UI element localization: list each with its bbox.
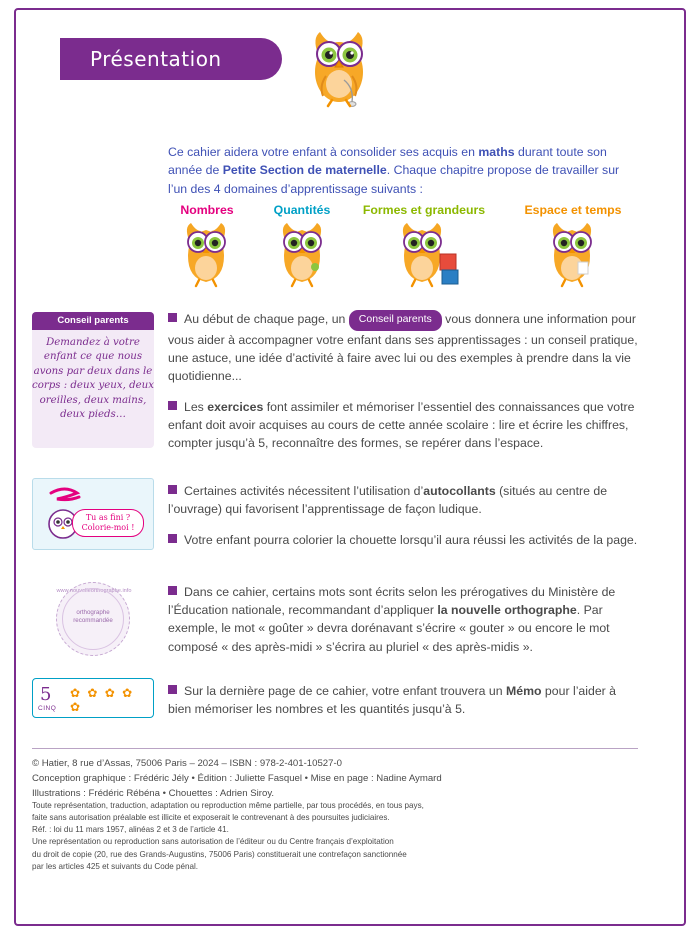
bullet-6-bold: Mémo <box>505 684 542 698</box>
orthographe-stamp-arc: www.nouvelleorthographe.info <box>56 588 132 594</box>
bullet-5-text-post: . Par exemple, le mot « goûter » devra dorénavant s’écrire « gouter » ou encore le mot composé « des après-midi » s’écrira au pluriel « des après-midis ». <box>168 603 610 654</box>
bullet-conseil-parents <box>168 310 638 385</box>
bullet-exercices <box>168 398 638 453</box>
owl-mascot-espace-temps <box>538 222 606 294</box>
page-title: Présentation <box>90 47 222 71</box>
intro-text-2: durant toute son année de <box>168 145 607 178</box>
legal-line-3: Réf. : loi du 11 mars 1957, alinéas 2 et 3 de l’article 41. <box>32 825 229 835</box>
intro-paragraph <box>168 143 638 198</box>
legal-line-2: faite sans autorisation préalable est illicite et exposerait le contrevenant à des poursuites judiciaires. <box>32 813 390 823</box>
domain-label-nombres: Nombres <box>180 203 234 217</box>
bullet-square-icon <box>168 313 177 322</box>
footer-legal <box>32 800 638 873</box>
legal-line-6: par les articles 425 et suivants du Code pénal. <box>32 861 199 871</box>
footer-divider <box>32 748 638 749</box>
intro-bold-maths: maths <box>478 145 515 159</box>
bullet-3-text-post: (situés au centre de l’ouvrage) qui favorisent l’apprentissage de façon ludique. <box>168 484 608 517</box>
bullet-6-text-post: pour l’aider à bien mémoriser les nombres et les quantités jusqu’à 5. <box>168 684 617 717</box>
conseil-parents-box-text: Demandez à votre enfant ce que nous avons par deux dans le corps : deux yeux, deux oreilles, deux mains, deux pieds… <box>32 337 154 421</box>
bullet-3-bold: autocollants <box>423 484 496 498</box>
bullet-memo <box>168 682 638 718</box>
bullet-square-icon <box>168 401 177 410</box>
memo-word: CINQ <box>38 705 57 712</box>
intro-text-3: . Chaque chapitre propose de travailler sur l’un des 4 domaines d’apprentissage suivants : <box>168 163 620 196</box>
bullet-6-text-pre: Sur la dernière page de ce cahier, votre enfant trouvera un <box>184 684 506 698</box>
sticker-speech-bubble <box>72 509 144 537</box>
credits-line-1: © Hatier, 8 rue d’Assas, 75006 Paris – 2024 – ISBN : 978-2-401-10527-0 <box>32 758 342 769</box>
bullet-square-icon <box>168 534 177 543</box>
sticker-bubble-line1: Tu as fini ? <box>85 513 131 522</box>
domain-label-quantites: Quantités <box>273 203 331 217</box>
bullet-square-icon <box>168 485 177 494</box>
credits-line-3: Illustrations : Frédéric Rébéna • Chouettes : Adrien Siroy. <box>32 787 275 799</box>
bullet-orthographe <box>168 583 638 656</box>
legal-line-5: du droit de copie (20, rue des Grands-Augustins, 75006 Paris) constituerait une contrefaçon sanctionnée <box>32 849 407 859</box>
owl-mascot-quantites <box>268 222 336 294</box>
bullet-4-text: Votre enfant pourra colorier la chouette lorsqu’il aura réussi les activités de la page. <box>184 533 638 547</box>
domain-label-formes-grandeurs: Formes et grandeurs <box>362 203 486 217</box>
bullet-5-text-pre: Dans ce cahier, certains mots sont écrits selon les prérogatives du Ministère de l’Éducation nationale, recommandant d’appliquer <box>168 585 616 618</box>
memo-flower-icons: ✿ ✿ ✿ ✿ ✿ <box>70 686 135 714</box>
owl-mascot-nombres <box>172 222 240 294</box>
memo-number: 5 <box>40 684 52 705</box>
credits-line-2: Conception graphique : Frédéric Jély • Édition : Juliette Fasquel • Mise en page : Nadine Aymard <box>32 772 442 784</box>
bullet-2-text-pre: Les <box>184 400 208 414</box>
intro-text-1: Ce cahier aidera votre enfant à consolider ses acquis en <box>168 145 479 159</box>
bullet-5-bold: la nouvelle orthographe <box>437 603 577 618</box>
orthographe-stamp-inner <box>62 588 124 650</box>
conseil-parents-box-header: Conseil parents <box>32 312 154 330</box>
owl-mascot-header <box>296 14 386 114</box>
bullet-coloriage <box>168 531 638 549</box>
orthographe-stamp-line2: recommandée <box>73 616 113 624</box>
owl-mascot-formes <box>390 222 468 294</box>
domain-label-espace-temps: Espace et temps <box>524 203 622 217</box>
bullet-1-text-pre: Au début de chaque page, un <box>184 312 349 326</box>
bullet-2-text-post: font assimiler et mémoriser l’essentiel des connaissances que votre enfant doit avoir acquises au cours de cette année scolaire : lire et écrire les chiffres, compter jusqu’à 5, reconnaître des formes, se repérer dans l’espace. <box>168 400 635 451</box>
bullet-square-icon <box>168 586 177 595</box>
bullet-square-icon <box>168 685 177 694</box>
legal-line-1: Toute représentation, traduction, adaptation ou reproduction même partielle, par tous procédés, en tous pays, <box>32 801 424 810</box>
footer-credits <box>32 757 638 802</box>
bullet-2-bold: exercices <box>207 400 264 414</box>
bullet-autocollants <box>168 482 638 518</box>
bullet-3-text-pre: Certaines activités nécessitent l’utilisation d’ <box>184 484 424 498</box>
orthographe-stamp-line1: orthographe <box>76 609 110 616</box>
conseil-parents-badge: Conseil parents <box>349 310 442 331</box>
intro-bold-section: Petite Section de maternelle <box>222 163 387 178</box>
bullet-1-text-post: vous donnera une information pour vous aider à accompagner votre enfant dans ses apprentissages : un conseil pratique, une astuce, une idée d’activité à faire avec lui ou des exemples à prendre dans la vie quotidienne... <box>168 312 638 383</box>
sticker-bubble-line2: Colorie-moi ! <box>81 523 135 532</box>
legal-line-4: Une représentation ou reproduction sans autorisation de l’éditeur ou du Centre français d’exploitation <box>32 837 394 847</box>
